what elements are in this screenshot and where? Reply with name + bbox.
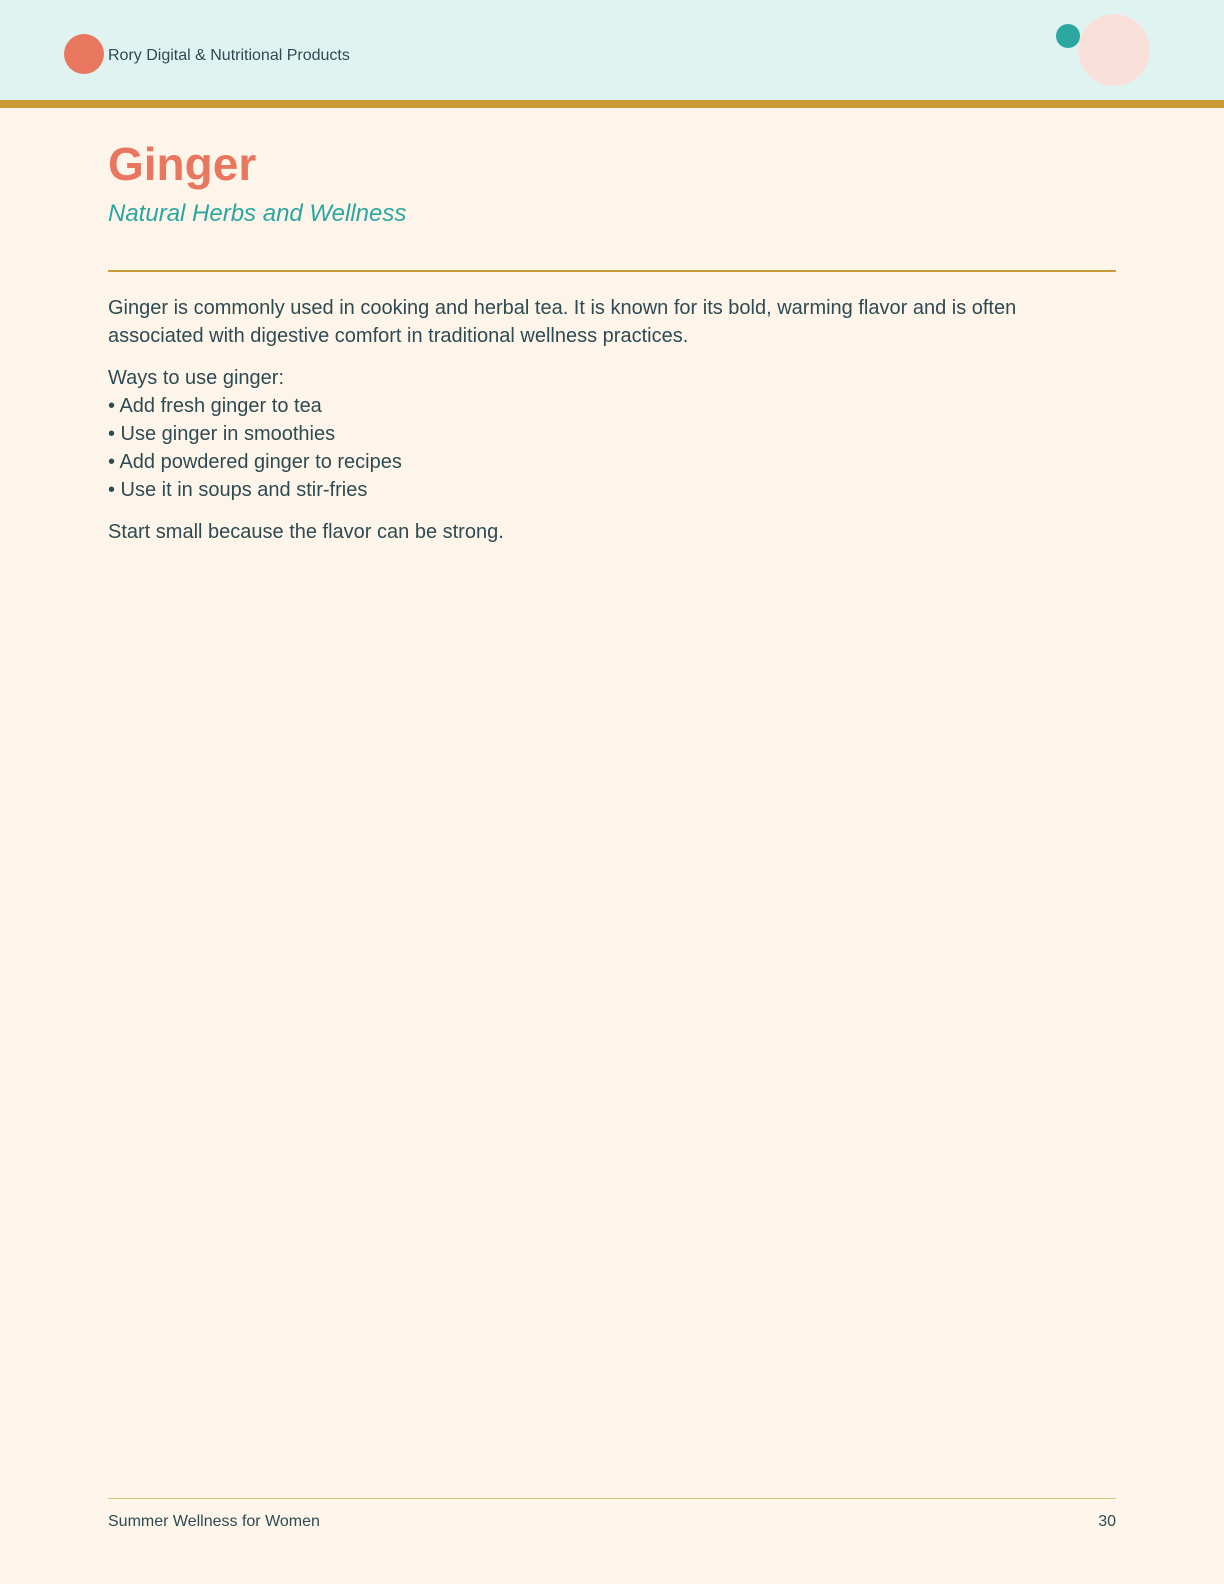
decorative-circle-large — [1078, 14, 1150, 86]
list-item: • Use ginger in smoothies — [108, 423, 336, 445]
brand-name: Rory Digital & Nutritional Products — [108, 47, 350, 64]
page-subtitle: Natural Herbs and Wellness — [108, 200, 407, 227]
brand-logo-dot — [64, 34, 104, 74]
header-divider — [0, 100, 1224, 108]
page-title: Ginger — [108, 138, 257, 190]
decorative-circle-small — [1056, 24, 1080, 48]
intro-paragraph: Ginger is commonly used in cooking and herbal tea. It is known for its bold, warming flavor and is often associated with digestive comfort in traditional wellness practices. — [108, 297, 1017, 347]
list-item: • Add powdered ginger to recipes — [108, 451, 402, 473]
closing-paragraph: Start small because the flavor can be strong. — [108, 521, 504, 543]
page-number: 30 — [1098, 1513, 1116, 1530]
list-item: • Use it in soups and stir-fries — [108, 479, 368, 501]
page-header — [0, 0, 1224, 100]
usage-list — [108, 392, 1116, 504]
footer-doc-title: Summer Wellness for Women — [108, 1513, 320, 1530]
article-body — [108, 294, 1116, 560]
list-item: • Add fresh ginger to tea — [108, 395, 322, 417]
title-divider — [108, 270, 1116, 272]
list-heading: Ways to use ginger: — [108, 367, 285, 389]
footer-divider — [108, 1498, 1116, 1499]
